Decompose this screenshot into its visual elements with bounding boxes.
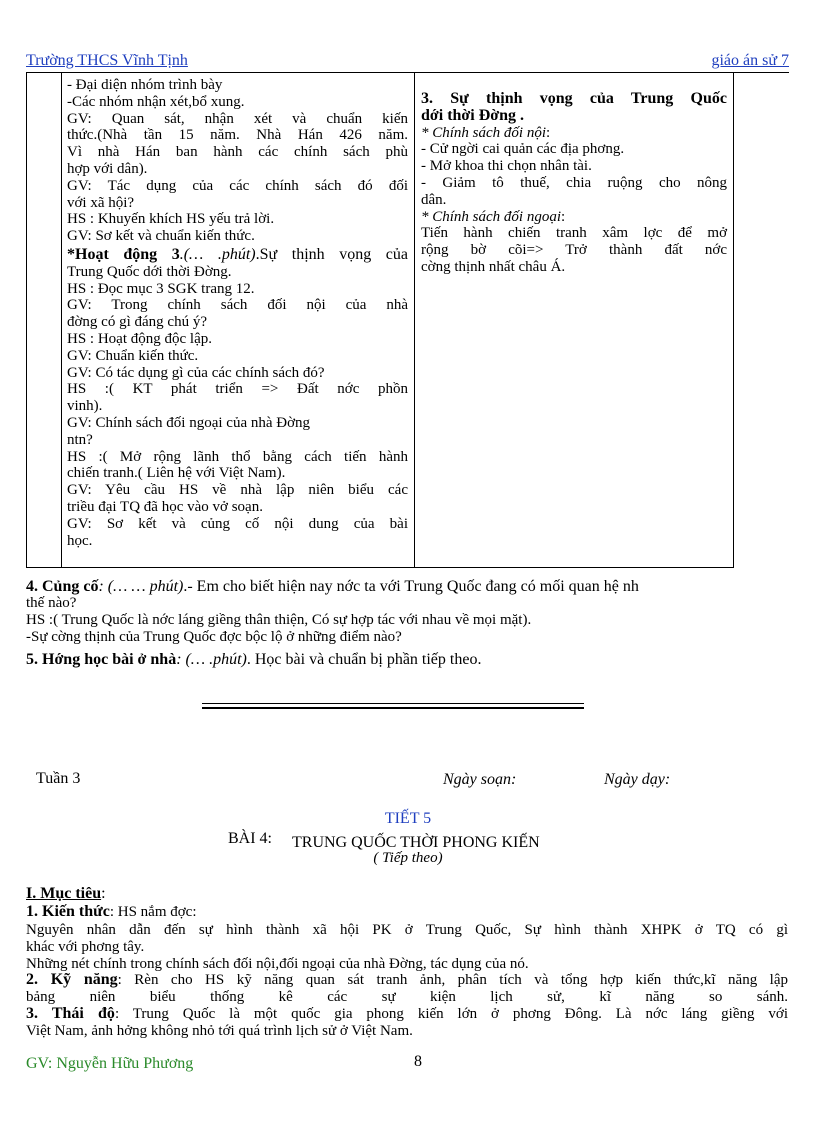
objectives-heading	[26, 886, 788, 903]
activity-line: GV: Sơ kết và củng cố nội dung của bài	[67, 515, 408, 532]
homework-line	[26, 651, 782, 668]
teacher-footer	[26, 1055, 193, 1073]
knowledge-label: 1. Kiến thức	[26, 903, 110, 920]
section-3-title-dot: .	[516, 106, 525, 124]
activity-line: -Các nhóm nhận xét,bổ xung.	[67, 93, 245, 110]
attitude-text: : Trung Quốc là một quốc gia phong kiến lớn ở phơng Đông. Là nớc láng giềng với	[114, 1006, 788, 1022]
knowledge-intro: : HS nắm đợc:	[109, 904, 197, 920]
activity-line: GV: Trong chính sách đối nội của nhà	[67, 297, 408, 314]
knowledge-line: Nguyên nhân dẫn đến sự hình thành xã hội PK ở Trung Quốc, Sự hình thành XHPK ở TQ có gì	[26, 922, 788, 938]
activity-line: học.	[67, 532, 93, 549]
table-col-activities	[61, 73, 415, 567]
activity-line: HS : Hoạt động độc lập.	[67, 330, 212, 347]
domestic-policy-label: * Chính sách đối nội	[421, 124, 547, 141]
consolidation-answer: HS :( Trung Quốc là nớc láng giềng thân thiện, Có sự hợp tác với nhau về mọi mặt).	[26, 612, 532, 628]
homework-label: 5. Hớng học bài ở nhà	[26, 651, 177, 668]
teacher-name: Nguyễn Hữu Phương	[56, 1055, 194, 1072]
activity-line: GV: Có tác dụng gì của các chính sách đó?	[67, 364, 325, 381]
activity-line: Vì nhà Hán ban hành các chính sách phù	[67, 144, 408, 161]
period-label: TIẾT 5	[384, 810, 432, 827]
domestic-policy-heading	[421, 125, 727, 142]
consolidation-question: .- Em cho biết hiện nay nớc ta với Trung Quốc đang có mối quan hệ nh	[183, 578, 639, 595]
homework-time: : (… .phút)	[176, 651, 247, 668]
table-col-narrow	[27, 73, 62, 567]
activity-line: GV: Chuẩn kiến thức.	[67, 347, 199, 364]
activity-line: HS : Khuyến khích HS yếu trả lời.	[67, 211, 275, 228]
lesson-number: BÀI 4:	[228, 830, 272, 847]
knowledge-line: Những nét chính trong chính sách đối nội,đối ngoại của nhà Đờng, tác dụng của nó.	[26, 956, 529, 972]
page-number: 8	[414, 1053, 422, 1070]
activity-line: vinh).	[67, 398, 103, 415]
week-label: Tuần 3	[36, 770, 81, 787]
foreign-policy-label: * Chính sách đối ngoại	[421, 208, 562, 225]
skills-label: 2. Kỹ năng	[26, 971, 118, 988]
homework-text: . Học bài và chuẩn bị phần tiếp theo.	[246, 651, 482, 668]
activity-line: GV: Sơ kết và chuẩn kiến thức.	[67, 228, 255, 245]
attitude-line	[26, 1006, 788, 1023]
domestic-policy-item: dân.	[421, 191, 447, 208]
activity-line: HS : Đọc mục 3 SGK trang 12.	[67, 280, 255, 297]
foreign-policy-heading	[421, 209, 727, 226]
activity-line: triều đại TQ đã học vào vở soạn.	[67, 498, 263, 515]
objectives-heading-colon: :	[101, 885, 106, 902]
activity-line: thức.(Nhà tần 15 năm. Nhà Hán 426 năm.	[67, 127, 408, 144]
school-name: Trường THCS Vĩnh Tịnh	[26, 52, 188, 69]
consolidation-line-2: thế nào?	[26, 595, 77, 611]
skills-text: : Rèn cho HS kỹ năng quan sát tranh ảnh, phân tích và tổng hợp kiến thức,kĩ năng lập	[117, 972, 788, 988]
prepare-date-label: Ngày soạn:	[443, 771, 517, 788]
consolidation-line	[26, 578, 782, 595]
consolidation-question-2: -Sự cờng thịnh của Trung Quốc đợc bộc lộ ở những điểm nào?	[26, 629, 402, 645]
activity-line: Trung Quốc dới thời Đờng.	[67, 263, 232, 280]
activity-line: GV: Tác dụng của các chính sách đó đối	[67, 177, 408, 194]
consolidation-time: : (… … phút)	[98, 578, 184, 595]
skills-line	[26, 972, 788, 989]
foreign-policy-item: cờng thịnh nhất châu Á.	[421, 258, 566, 275]
attitude-line-2: Việt Nam, ảnh hởng không nhỏ tới quá trình lịch sử ở Việt Nam.	[26, 1023, 413, 1039]
skills-line-2: bảng niên biểu thống kê các sự kiện lịch sử, kĩ năng so sánh.	[26, 989, 788, 1005]
activity-3-heading	[67, 247, 408, 264]
activity-line: HS :( Mở rộng lãnh thổ bằng cách tiến hành	[67, 448, 408, 465]
domestic-policy-item: - Cử ngời cai quản các địa phơng.	[421, 141, 625, 158]
section-divider	[202, 703, 584, 709]
section-3-title-text: dới thời Đờng	[421, 106, 517, 124]
activity-line: đờng có gì đáng chú ý?	[67, 314, 207, 331]
consolidation-label: 4. Củng cố	[26, 578, 99, 595]
activity-line: GV: Yêu cầu HS về nhà lập niên biểu các	[67, 482, 408, 499]
lesson-title: TRUNG QUỐC THỜI PHONG KIẾN	[292, 834, 540, 851]
teacher-label: GV:	[26, 1055, 53, 1072]
domestic-policy-item: - Giảm tô thuế, chia ruộng cho nông	[421, 174, 727, 191]
section-3-title: 3. Sự thịnh vọng của Trung Quốc	[421, 90, 727, 107]
knowledge-heading	[26, 904, 788, 921]
objectives-heading-text: I. Mục tiêu	[26, 885, 102, 902]
activity-3-label: *Hoạt động 3	[67, 245, 180, 263]
activity-line: GV: Quan sát, nhận xét và chuẩn kiến	[67, 110, 408, 127]
activity-line: với xã hội?	[67, 194, 135, 211]
foreign-policy-item: rộng bờ cõi=> Trở thành đất nớc	[421, 242, 727, 259]
activity-line: HS :( KT phát triển => Đất nớc phồn	[67, 381, 408, 398]
lesson-subtitle: ( Tiếp theo)	[373, 850, 443, 866]
attitude-label: 3. Thái độ	[26, 1005, 115, 1022]
domestic-policy-item: - Mở khoa thi chọn nhân tài.	[421, 158, 592, 175]
activity-line: ntn?	[67, 431, 93, 448]
activity-3-topic: .Sự thịnh vọng của	[255, 245, 408, 263]
activity-line: chiến tranh.( Liên hệ với Việt Nam).	[67, 465, 286, 482]
activity-line: - Đại diện nhóm trình bày	[67, 77, 223, 93]
activity-line: hợp với dân).	[67, 160, 148, 177]
foreign-policy-item: Tiến hành chiến tranh xâm lợc để mở	[421, 225, 727, 242]
activity-line: GV: Chính sách đối ngoại của nhà Đờng	[67, 414, 311, 431]
section-3-title-cont	[421, 108, 727, 125]
document-title: giáo án sử 7	[711, 52, 789, 69]
foreign-policy-colon: :	[561, 208, 566, 225]
activity-3-time: .(… .phút)	[179, 245, 256, 263]
teach-date-label: Ngày dạy:	[604, 771, 671, 788]
domestic-policy-colon: :	[546, 124, 551, 141]
knowledge-line: khác với phơng tây.	[26, 939, 145, 955]
lesson-table	[26, 72, 734, 568]
table-col-content	[415, 73, 733, 567]
